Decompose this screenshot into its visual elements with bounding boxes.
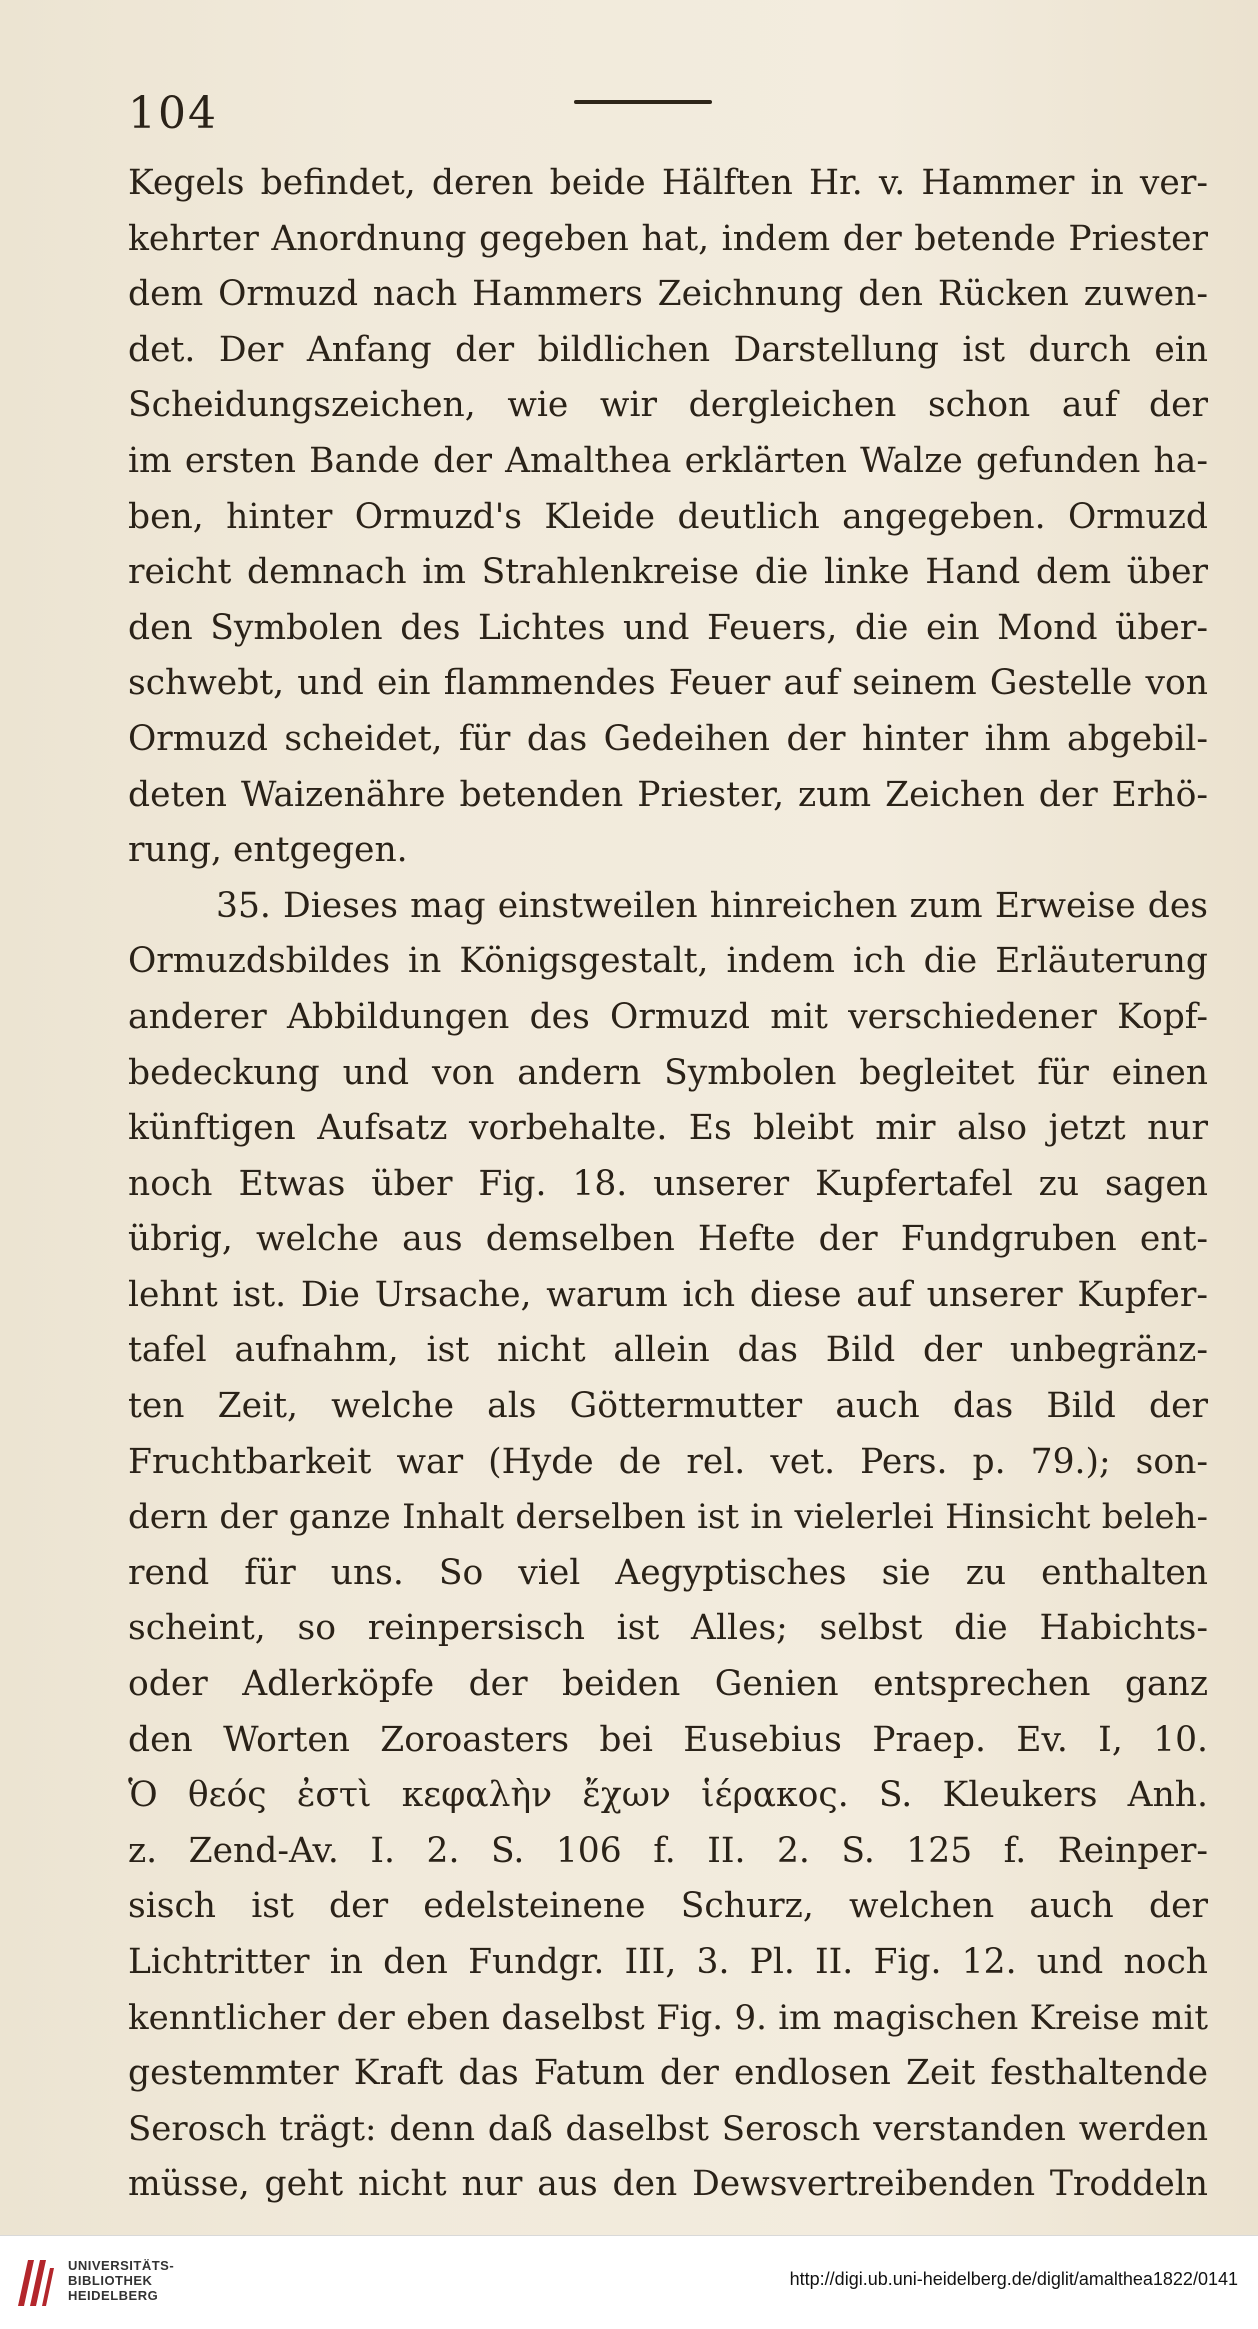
page-number: 104: [128, 88, 218, 139]
text-line: gestemmter Kraft das Fatum der endlosen Zeit festhaltende: [128, 2053, 1208, 2094]
body-text: [128, 156, 1208, 2213]
text-line: Ormuzdsbildes in Königsgestalt, indem ich die Erläuterung: [128, 941, 1208, 982]
text-line: sisch ist der edelsteinene Schurz, welchen auch der: [128, 1886, 1208, 1927]
text-line: Scheidungszeichen, wie wir dergleichen schon auf der: [128, 385, 1208, 426]
text-line: ten Zeit, welche als Göttermutter auch das Bild der: [128, 1386, 1208, 1427]
text-line: müsse, geht nicht nur aus den Dewsvertreibenden Troddeln: [128, 2164, 1208, 2205]
text-line: Ormuzd scheidet, für das Gedeihen der hinter ihm abgebil-: [128, 718, 1208, 759]
text-line: Ὁ θεός ἐστὶ κεφαλὴν ἔχων ἱέρακος. S. Kleukers Anh.: [128, 1775, 1208, 1816]
text-line: übrig, welche aus demselben Hefte der Fundgruben ent-: [128, 1219, 1208, 1260]
viewer-footer: [0, 2235, 1258, 2329]
text-line: Kegels befindet, deren beide Hälften Hr. v. Hammer in ver-: [128, 163, 1208, 203]
header-rule: [574, 100, 712, 104]
text-line: 35. Dieses mag einstweilen hinreichen zum Erweise des: [216, 885, 1208, 926]
text-line: dem Ormuzd nach Hammers Zeichnung den Rücken zuwen-: [128, 274, 1208, 315]
text-line: dern der ganze Inhalt derselben ist in vielerlei Hinsicht beleh-: [128, 1497, 1208, 1538]
text-line: reicht demnach im Strahlenkreise die linke Hand dem über: [128, 552, 1208, 593]
logo-line: UNIVERSITÄTS-: [68, 2258, 175, 2273]
text-line: bedeckung und von andern Symbolen begleitet für einen: [128, 1052, 1208, 1093]
text-line: Fruchtbarkeit war (Hyde de rel. vet. Pers. p. 79.); son-: [128, 1441, 1208, 1482]
text-line: Serosch trägt: denn daß daselbst Serosch verstanden werden: [128, 2108, 1208, 2149]
text-line: im ersten Bande der Amalthea erklärten Walze gefunden ha-: [128, 440, 1208, 481]
text-line: oder Adlerköpfe der beiden Genien entsprechen ganz: [128, 1664, 1208, 1705]
text-line: deten Waizenähre betenden Priester, zum Zeichen der Erhö-: [128, 774, 1208, 815]
text-line: künftigen Aufsatz vorbehalte. Es bleibt mir also jetzt nur: [128, 1108, 1208, 1149]
text-line: z. Zend-Av. I. 2. S. 106 f. II. 2. S. 125 f. Reinper-: [128, 1830, 1208, 1871]
text-line: den Symbolen des Lichtes und Feuers, die ein Mond über-: [128, 607, 1208, 648]
text-line: lehnt ist. Die Ursache, warum ich diese auf unserer Kupfer-: [128, 1274, 1208, 1315]
text-line: scheint, so reinpersisch ist Alles; selbst die Habichts-: [128, 1608, 1208, 1649]
university-logo-icon: [14, 2254, 58, 2310]
page-header: [128, 88, 1228, 148]
text-line: den Worten Zoroasters bei Eusebius Praep. Ev. I, 10.: [128, 1719, 1208, 1760]
text-line: noch Etwas über Fig. 18. unserer Kupfertafel zu sagen: [128, 1163, 1208, 1204]
text-line: det. Der Anfang der bildlichen Darstellung ist durch ein: [128, 329, 1208, 370]
text-line: tafel aufnahm, ist nicht allein das Bild der unbegränz-: [128, 1330, 1208, 1371]
text-line: Lichtritter in den Fundgr. III, 3. Pl. II. Fig. 12. und noch: [128, 1942, 1208, 1982]
text-line: rung, entgegen.: [128, 830, 408, 871]
source-url-link[interactable]: http://digi.ub.uni-heidelberg.de/diglit/amalthea1822/0141: [789, 2269, 1238, 2289]
text-line: kenntlicher der eben daselbst Fig. 9. im magischen Kreise mit: [128, 1997, 1208, 2038]
logo-line: HEIDELBERG: [68, 2288, 159, 2303]
text-line: kehrter Anordnung gegeben hat, indem der betende Priester: [128, 218, 1208, 259]
text-line: rend für uns. So viel Aegyptisches sie zu enthalten: [128, 1552, 1208, 1593]
text-line: schwebt, und ein flammendes Feuer auf seinem Gestelle von: [128, 663, 1208, 704]
text-line: ben, hinter Ormuzd's Kleide deutlich angegeben. Ormuzd: [128, 496, 1208, 537]
text-line: anderer Abbildungen des Ormuzd mit verschiedener Kopf-: [128, 996, 1208, 1037]
university-logo-text: [68, 2258, 174, 2303]
logo-line: BIBLIOTHEK: [68, 2273, 153, 2288]
